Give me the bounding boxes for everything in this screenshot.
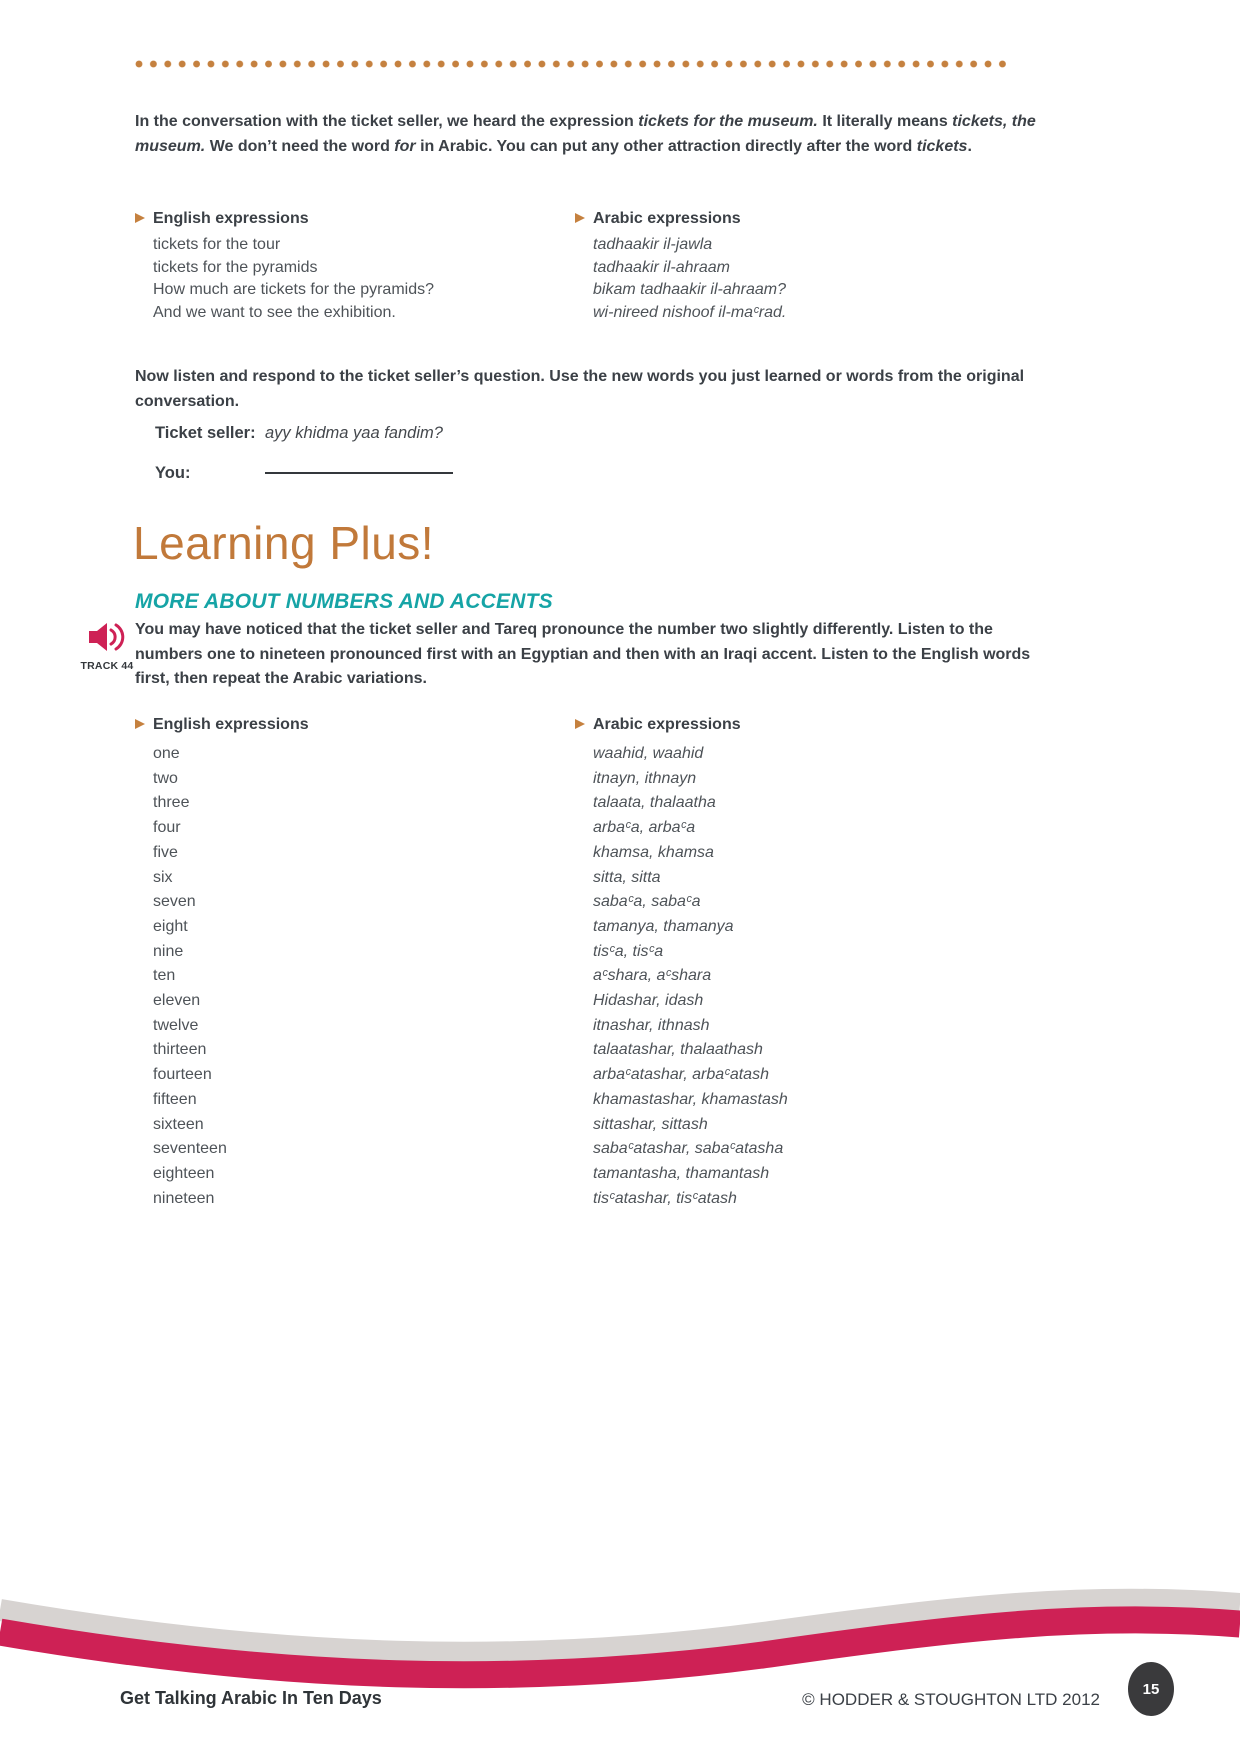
answer-blank-line xyxy=(265,458,453,474)
expression-row xyxy=(135,816,1095,841)
footer-wave-decoration xyxy=(0,1576,1240,1706)
english-expression: fifteen xyxy=(153,1090,197,1108)
english-expression: ten xyxy=(153,967,176,985)
arabic-expression: arbaᶜa, arbaᶜa xyxy=(593,819,696,837)
footer-book-title: Get Talking Arabic In Ten Days xyxy=(120,1688,382,1708)
audio-track-marker xyxy=(76,620,138,672)
expression-row xyxy=(135,940,1095,965)
arabic-expression: tamanya, thamanya xyxy=(593,917,734,935)
english-expression: fourteen xyxy=(153,1066,212,1084)
expressions-rows xyxy=(135,742,1095,1211)
arabic-expression: khamastashar, khamastash xyxy=(593,1090,788,1108)
arabic-expression: khamsa, khamsa xyxy=(593,843,714,861)
expression-row xyxy=(135,841,1095,866)
page-number: 15 xyxy=(1142,1680,1160,1698)
arabic-expression: waahid, waahid xyxy=(593,745,704,762)
arabic-expression: sitta, sitta xyxy=(593,868,661,886)
english-expression: seventeen xyxy=(153,1140,227,1158)
arabic-expression: Hidashar, idash xyxy=(593,992,704,1010)
ticket-seller-label: Ticket seller: xyxy=(155,424,256,442)
english-expression: tickets for the tour xyxy=(153,236,281,253)
expression-row xyxy=(135,767,1095,792)
audio-speaker-icon xyxy=(87,620,127,654)
arabic-expression: itnayn, ithnayn xyxy=(593,769,697,787)
arabic-expression: tadhaakir il-ahraam xyxy=(593,258,730,276)
expression-row xyxy=(135,257,1095,280)
english-expressions-header xyxy=(135,210,575,228)
expressions-section-1 xyxy=(135,210,1095,324)
arabic-expression: talaata, thalaatha xyxy=(593,794,716,812)
arabic-expressions-label: Arabic expressions xyxy=(593,210,741,227)
expression-row xyxy=(135,989,1095,1014)
expression-row xyxy=(135,1162,1095,1187)
expression-row xyxy=(135,1063,1095,1088)
english-expression: one xyxy=(153,745,180,762)
arabic-expression: tadhaakir il-jawla xyxy=(593,236,713,253)
arabic-expression: wi-nireed nishoof il-maᶜrad. xyxy=(593,303,787,321)
expressions-headers xyxy=(135,716,1095,734)
you-label: You: xyxy=(155,464,191,482)
listen-respond-paragraph: Now listen and respond to the ticket seller’s question. Use the new words you just learned or words from the original conversation. xyxy=(135,368,1025,410)
expression-row xyxy=(135,1088,1095,1113)
page-number-badge xyxy=(1128,1662,1174,1716)
arabic-expressions-header xyxy=(575,210,1095,228)
arabic-expression: bikam tadhaakir il-ahraam? xyxy=(593,281,786,299)
english-expression: How much are tickets for the pyramids? xyxy=(153,281,434,299)
english-expression: five xyxy=(153,843,178,861)
english-expression: sixteen xyxy=(153,1115,204,1133)
expression-row xyxy=(135,234,1095,257)
english-expressions-label: English expressions xyxy=(153,210,309,227)
arabic-expression: talaatashar, thalaathash xyxy=(593,1041,763,1059)
expression-row xyxy=(135,866,1095,891)
expression-row xyxy=(135,1137,1095,1162)
expression-row xyxy=(135,742,1095,767)
english-expression: six xyxy=(153,868,173,886)
arabic-expression: tisᶜatashar, tisᶜatash xyxy=(593,1189,737,1207)
dialogue-ticket-seller-row xyxy=(155,424,256,443)
learning-plus-heading: Learning Plus! xyxy=(133,517,435,569)
arabic-expression: itnashar, ithnash xyxy=(593,1016,710,1034)
track-number-label: TRACK 44 xyxy=(80,660,134,672)
arabic-expression: aᶜshara, aᶜshara xyxy=(593,967,712,985)
expressions-headers xyxy=(135,210,1095,228)
arrow-bullet-icon xyxy=(135,719,145,729)
english-expression: nineteen xyxy=(153,1189,215,1207)
english-expression: three xyxy=(153,794,190,812)
english-expression: seven xyxy=(153,893,196,911)
arrow-bullet-icon xyxy=(575,213,585,223)
arabic-expressions-label: Arabic expressions xyxy=(593,716,741,733)
arabic-expression: sabaᶜa, sabaᶜa xyxy=(593,893,701,911)
expression-row xyxy=(135,964,1095,989)
arrow-bullet-icon xyxy=(575,719,585,729)
expression-row xyxy=(135,302,1095,325)
numbers-accents-paragraph: You may have noticed that the ticket seller and Tareq pronounce the number two slightly differently. Listen to the numbers one to nineteen pronounced first with an Egyptian and then with an Iraqi accent. Listen to the English words first, then repeat the Arabic variations. xyxy=(135,621,1031,687)
ticket-seller-line: ayy khidma yaa fandim? xyxy=(265,424,443,442)
expression-row xyxy=(135,1187,1095,1212)
english-expression: nine xyxy=(153,942,184,960)
english-expressions-header xyxy=(135,716,575,734)
expressions-section-2 xyxy=(135,716,1095,1211)
arabic-expression: sittashar, sittash xyxy=(593,1115,708,1133)
expression-row xyxy=(135,1014,1095,1039)
english-expression: tickets for the pyramids xyxy=(153,258,318,276)
arabic-expression: sabaᶜatashar, sabaᶜatasha xyxy=(593,1140,784,1158)
expression-row xyxy=(135,1113,1095,1138)
expression-row xyxy=(135,791,1095,816)
english-expression: thirteen xyxy=(153,1041,207,1059)
english-expressions-label: English expressions xyxy=(153,716,309,733)
english-expression: eleven xyxy=(153,992,201,1010)
english-expression: eighteen xyxy=(153,1164,215,1182)
section-subheading: MORE ABOUT NUMBERS AND ACCENTS xyxy=(135,590,553,613)
english-expression: twelve xyxy=(153,1016,199,1034)
english-expression: two xyxy=(153,769,178,787)
expressions-rows xyxy=(135,234,1095,324)
intro-paragraph: In the conversation with the ticket seller, we heard the expression tickets for the museum. It literally means tickets, the museum. We don’t need the word for in Arabic. You can put any other attraction directly after the word tickets. xyxy=(135,113,1036,155)
arabic-expression: tisᶜa, tisᶜa xyxy=(593,942,664,960)
footer-copyright: © HODDER & STOUGHTON LTD 2012 xyxy=(802,1690,1100,1709)
english-expression: And we want to see the exhibition. xyxy=(153,303,396,321)
arabic-expressions-header xyxy=(575,716,1095,734)
expression-row xyxy=(135,1038,1095,1063)
expression-row xyxy=(135,915,1095,940)
arrow-bullet-icon xyxy=(135,213,145,223)
english-expression: eight xyxy=(153,917,188,935)
dotted-divider xyxy=(135,60,1008,68)
dialogue-you-row xyxy=(155,464,190,483)
expression-row xyxy=(135,279,1095,302)
expression-row xyxy=(135,890,1095,915)
english-expression: four xyxy=(153,819,181,837)
arabic-expression: tamantasha, thamantash xyxy=(593,1164,770,1182)
arabic-expression: arbaᶜatashar, arbaᶜatash xyxy=(593,1066,769,1084)
